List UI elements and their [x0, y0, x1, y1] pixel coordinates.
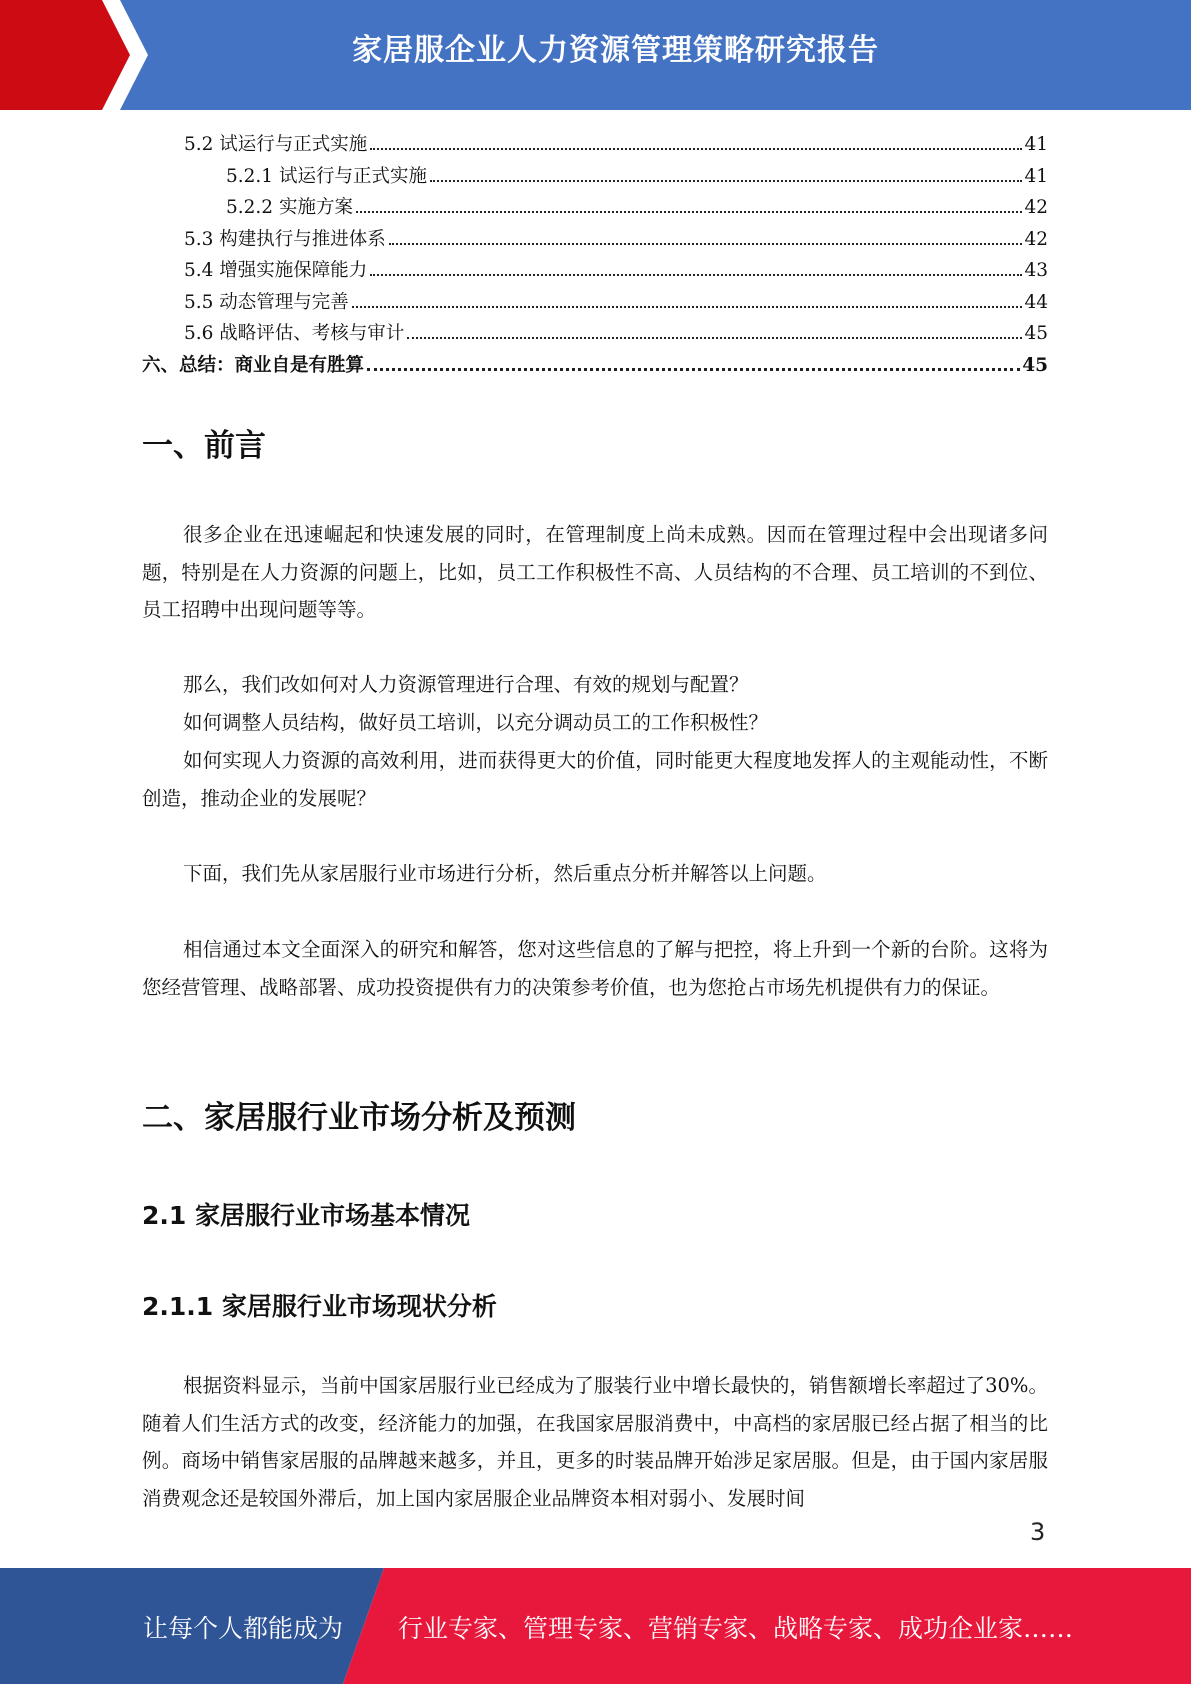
status-paragraph-1: 根据资料显示，当前中国家居服行业已经成为了服装行业中增长最快的，销售额增长率超过了30%。随着人们生活方式的改变，经济能力的加强，在我国家居服消费中，中高档的家居服已经占据了相当的比例。商场中销售家居服的品牌越来越多，并且，更多的时装品牌开始涉足家居服。但是，由于国内家居服消费观念还是较国外滞后，加上国内家居服企业品牌资本相对弱小、发展时间 — [142, 1374, 1048, 1510]
section-heading-preface: 一、前言 — [142, 428, 266, 464]
toc-entry-title: 5.2 试运行与正式实施 — [184, 134, 368, 155]
toc-entry-page: 45 — [1022, 354, 1048, 376]
toc-entry-title: 5.6 战略评估、考核与审计 — [184, 323, 405, 344]
table-of-contents — [142, 130, 1048, 382]
toc-leader-dots — [370, 148, 1022, 150]
section-heading-market: 二、家居服行业市场分析及预测 — [142, 1100, 576, 1136]
toc-entry-page: 41 — [1024, 165, 1048, 187]
toc-entry-title: 5.4 增强实施保障能力 — [184, 260, 368, 281]
toc-entry-page: 42 — [1024, 228, 1048, 250]
header-banner — [0, 0, 1191, 110]
toc-entry[interactable] — [142, 319, 1048, 351]
toc-leader-dots — [407, 337, 1022, 339]
preface-paragraph-2: 那么，我们改如何对人力资源管理进行合理、有效的规划与配置？ — [183, 673, 749, 696]
subsection-heading-basic: 2.1 家居服行业市场基本情况 — [142, 1201, 470, 1230]
toc-entry[interactable] — [142, 162, 1048, 194]
toc-leader-dots — [370, 274, 1022, 276]
toc-entry-page: 45 — [1024, 323, 1048, 344]
preface-paragraph-1: 很多企业在迅速崛起和快速发展的同时，在管理制度上尚未成熟。因而在管理过程中会出现诸多问题，特别是在人力资源的问题上，比如，员工工作积极性不高、人员结构的不合理、员工培训的不到位、员工招聘中出现问题等等。 — [142, 523, 1048, 621]
toc-entry-page: 42 — [1024, 197, 1048, 218]
toc-entry-title: 5.3 构建执行与推进体系 — [184, 228, 386, 250]
toc-entry[interactable] — [142, 193, 1048, 225]
toc-leader-dots — [430, 180, 1022, 182]
toc-entry-title: 5.2.1 试运行与正式实施 — [226, 165, 427, 187]
toc-leader-dots — [356, 211, 1023, 213]
preface-paragraph-6: 相信通过本文全面深入的研究和解答，您对这些信息的了解与把控，将上升到一个新的台阶。这将为您经营管理、战略部署、成功投资提供有力的决策参考价值，也为您抢占市场先机提供有力的保证。 — [142, 938, 1048, 999]
page-number: 3 — [1030, 1518, 1046, 1546]
toc-entry-title: 六、总结：商业自是有胜算 — [142, 354, 365, 376]
toc-entry[interactable] — [142, 351, 1048, 383]
toc-entry[interactable] — [142, 288, 1048, 320]
toc-leader-dots — [352, 306, 1023, 308]
toc-entry-title: 5.2.2 实施方案 — [226, 197, 353, 218]
preface-paragraph-5: 下面，我们先从家居服行业市场进行分析，然后重点分析并解答以上问题。 — [183, 862, 827, 885]
preface-paragraph-4: 如何实现人力资源的高效利用，进而获得更大的价值，同时能更大程度地发挥人的主观能动性，不断创造，推动企业的发展呢？ — [142, 749, 1048, 810]
footer-slogan-left: 让每个人都能成为 — [143, 1614, 344, 1643]
footer-slogan-right: 行业专家、管理专家、营销专家、战略专家、成功企业家…… — [398, 1614, 1074, 1643]
subsection-heading-status: 2.1.1 家居服行业市场现状分析 — [142, 1292, 497, 1321]
toc-entry[interactable] — [142, 130, 1048, 162]
preface-paragraph-3: 如何调整人员结构，做好员工培训，以充分调动员工的工作积极性？ — [183, 711, 769, 734]
toc-entry-page: 44 — [1024, 291, 1048, 313]
toc-entry[interactable] — [142, 256, 1048, 288]
toc-leader-dots — [389, 243, 1023, 245]
toc-entry-page: 41 — [1024, 134, 1048, 155]
footer-banner — [0, 1568, 1191, 1684]
toc-entry-title: 5.5 动态管理与完善 — [184, 291, 349, 313]
toc-entry-page: 43 — [1024, 260, 1048, 281]
report-title: 家居服企业人力资源管理策略研究报告 — [352, 33, 879, 68]
toc-leader-dots — [367, 368, 1020, 371]
toc-entry[interactable] — [142, 225, 1048, 257]
